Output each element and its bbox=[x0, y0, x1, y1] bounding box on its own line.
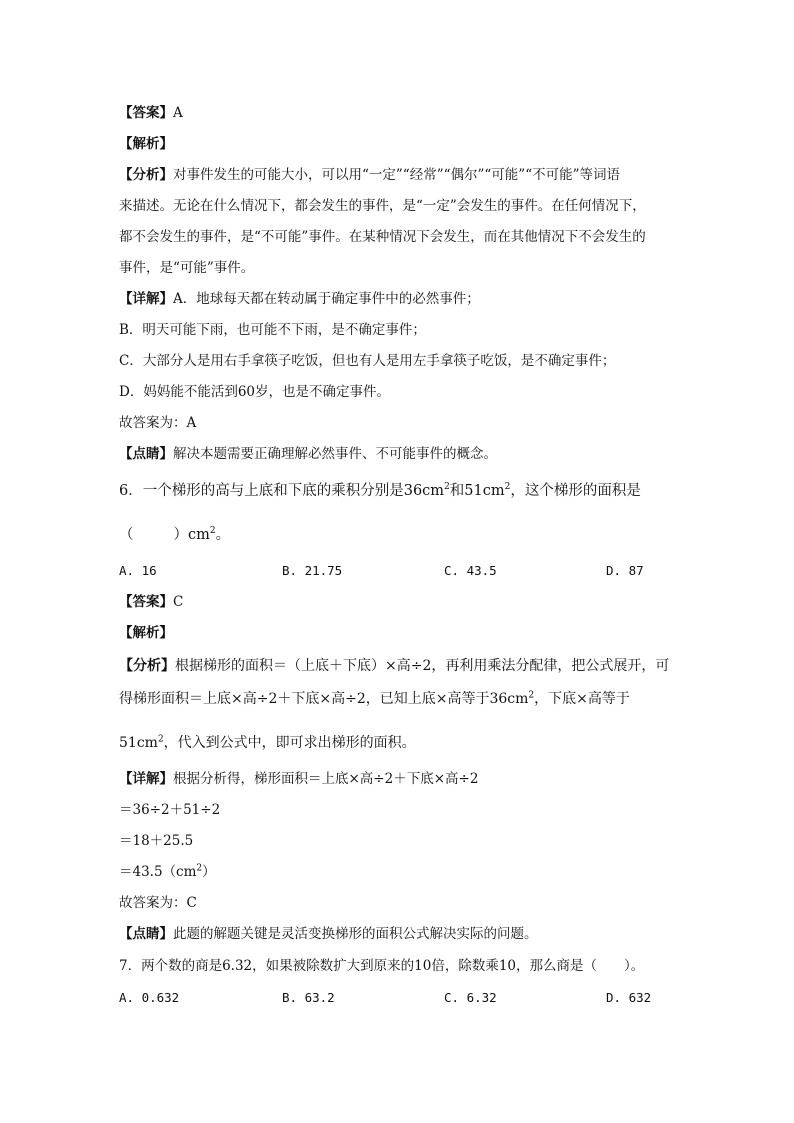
detail-text: 根据分析得，梯形面积＝上底×高÷2＋下底×高÷2 bbox=[173, 771, 479, 787]
q6-detail-line-1 bbox=[119, 769, 478, 789]
q6-stem-end: 。 bbox=[215, 527, 231, 543]
q6-option-d: D. 87 bbox=[606, 563, 644, 578]
q6-stem-line-2 bbox=[119, 525, 230, 545]
q5-analysis-heading: 【解析】 bbox=[119, 136, 173, 152]
answer-value: C bbox=[173, 594, 184, 610]
q6-value-2: 51cm bbox=[464, 483, 505, 499]
dianjing-tag: 【点睛】 bbox=[119, 926, 173, 942]
q5-dianjing-line bbox=[119, 444, 497, 464]
q6-fenxi-line-2 bbox=[119, 689, 630, 709]
q5-detail-line-3: C．大部分人是用右手拿筷子吃饭，但也有人是用左手拿筷子吃饭，是不确定事件； bbox=[119, 353, 616, 369]
q6-analysis-heading: 【解析】 bbox=[119, 625, 173, 641]
q5-fenxi-line-4: 事件，是“可能”事件。 bbox=[119, 260, 255, 276]
q5-fenxi-line-1 bbox=[119, 165, 620, 185]
q6-final-answer: 故答案为：C bbox=[119, 895, 197, 911]
dianjing-tag: 【点睛】 bbox=[119, 446, 173, 462]
q6-value-1: 36cm bbox=[403, 483, 445, 499]
q6-option-b: B. 21.75 bbox=[282, 563, 343, 578]
answer-tag: 【答案】 bbox=[119, 594, 173, 610]
answer-value: A bbox=[173, 105, 183, 121]
q6-unit-exp: 2 bbox=[209, 526, 216, 537]
q7-option-a: A. 0.632 bbox=[119, 990, 180, 1005]
q7-option-b: B. 63.2 bbox=[282, 990, 335, 1005]
q6-stem-text: 6．一个梯形的高与上底和下底的乘积分别是 bbox=[119, 483, 404, 499]
fenxi-tag: 【分析】 bbox=[119, 658, 175, 674]
q6-fenxi-line-3 bbox=[119, 733, 416, 753]
dianjing-text: 此题的解题关键是灵活变换梯形的面积公式解决实际的问题。 bbox=[173, 926, 538, 942]
q6-blank-open: （ bbox=[119, 527, 134, 543]
fenxi-value-1: 36cm bbox=[489, 691, 529, 707]
dianjing-text: 解决本题需要正确理解必然事件、不可能事件的概念。 bbox=[173, 446, 497, 462]
q6-stem-text-b: ，这个梯形的面积是 bbox=[510, 483, 641, 499]
q6-calc-line-1: ＝36÷2＋51÷2 bbox=[119, 802, 221, 818]
detail-text: A．地球每天都在转动属于确定事件中的必然事件； bbox=[173, 291, 480, 307]
q6-calc-line-3 bbox=[119, 862, 216, 882]
fenxi-text: 根据梯形的面积＝（上底＋下底）×高÷2，再利用乘法分配律，把公式展开，可 bbox=[175, 658, 670, 674]
calc-result-close: ） bbox=[202, 864, 216, 880]
fenxi-text: 对事件发生的可能大小，可以用“一定”“经常”“偶尔”“可能”“不可能”等词语 bbox=[173, 167, 621, 183]
q7-option-d: D. 632 bbox=[606, 990, 652, 1005]
detail-tag: 【详解】 bbox=[119, 291, 173, 307]
q5-answer-line bbox=[119, 103, 183, 123]
fenxi-value-2: 51cm bbox=[119, 735, 158, 751]
q6-value-1-exp: 2 bbox=[444, 482, 450, 493]
q6-and: 和 bbox=[449, 483, 465, 499]
q5-final-answer: 故答案为：A bbox=[119, 415, 197, 431]
fenxi-tag: 【分析】 bbox=[119, 167, 173, 183]
q6-stem-line-1 bbox=[119, 481, 641, 501]
fenxi-value-2-exp: 2 bbox=[157, 734, 164, 745]
q6-dianjing-line bbox=[119, 924, 538, 944]
q6-answer-line bbox=[119, 592, 183, 612]
fenxi-text-2b: ，下底×高等于 bbox=[534, 691, 630, 707]
calc-result: ＝43.5（cm bbox=[119, 864, 197, 880]
q5-detail-line-4: D．妈妈能不能活到60岁，也是不确定事件。 bbox=[119, 384, 391, 400]
calc-result-exp: 2 bbox=[196, 863, 203, 874]
q6-unit: cm bbox=[188, 527, 210, 543]
q7-stem: 7．两个数的商是6.32，如果被除数扩大到原来的10倍，除数乘10，那么商是（ ）。 bbox=[119, 958, 645, 974]
q6-option-c: C. 43.5 bbox=[444, 563, 497, 578]
answer-tag: 【答案】 bbox=[119, 105, 173, 121]
q6-value-2-exp: 2 bbox=[504, 482, 511, 493]
fenxi-text-2a: 得梯形面积＝上底×高÷2＋下底×高÷2，已知上底×高等于 bbox=[119, 691, 490, 707]
q5-fenxi-line-2: 来描述。无论在什么情况下，都会发生的事件，是“一定”会发生的事件。在任何情况下， bbox=[119, 198, 646, 214]
q5-fenxi-line-3: 都不会发生的事件，是“不可能”事件。在某种情况下会发生，而在其他情况下不会发生的 bbox=[119, 229, 646, 245]
q6-fenxi-line-1 bbox=[119, 656, 669, 676]
q6-calc-line-2: ＝18＋25.5 bbox=[119, 833, 194, 849]
detail-tag: 【详解】 bbox=[119, 771, 173, 787]
q6-blank-close: ） bbox=[173, 527, 188, 543]
fenxi-value-1-exp: 2 bbox=[528, 690, 535, 701]
fenxi-text-3: ，代入到公式中，即可求出梯形的面积。 bbox=[163, 735, 416, 751]
q5-detail-line-1 bbox=[119, 289, 480, 309]
q5-detail-line-2: B．明天可能下雨，也可能不下雨，是不确定事件； bbox=[119, 322, 426, 338]
q7-option-c: C. 6.32 bbox=[444, 990, 497, 1005]
q6-option-a: A. 16 bbox=[119, 563, 157, 578]
